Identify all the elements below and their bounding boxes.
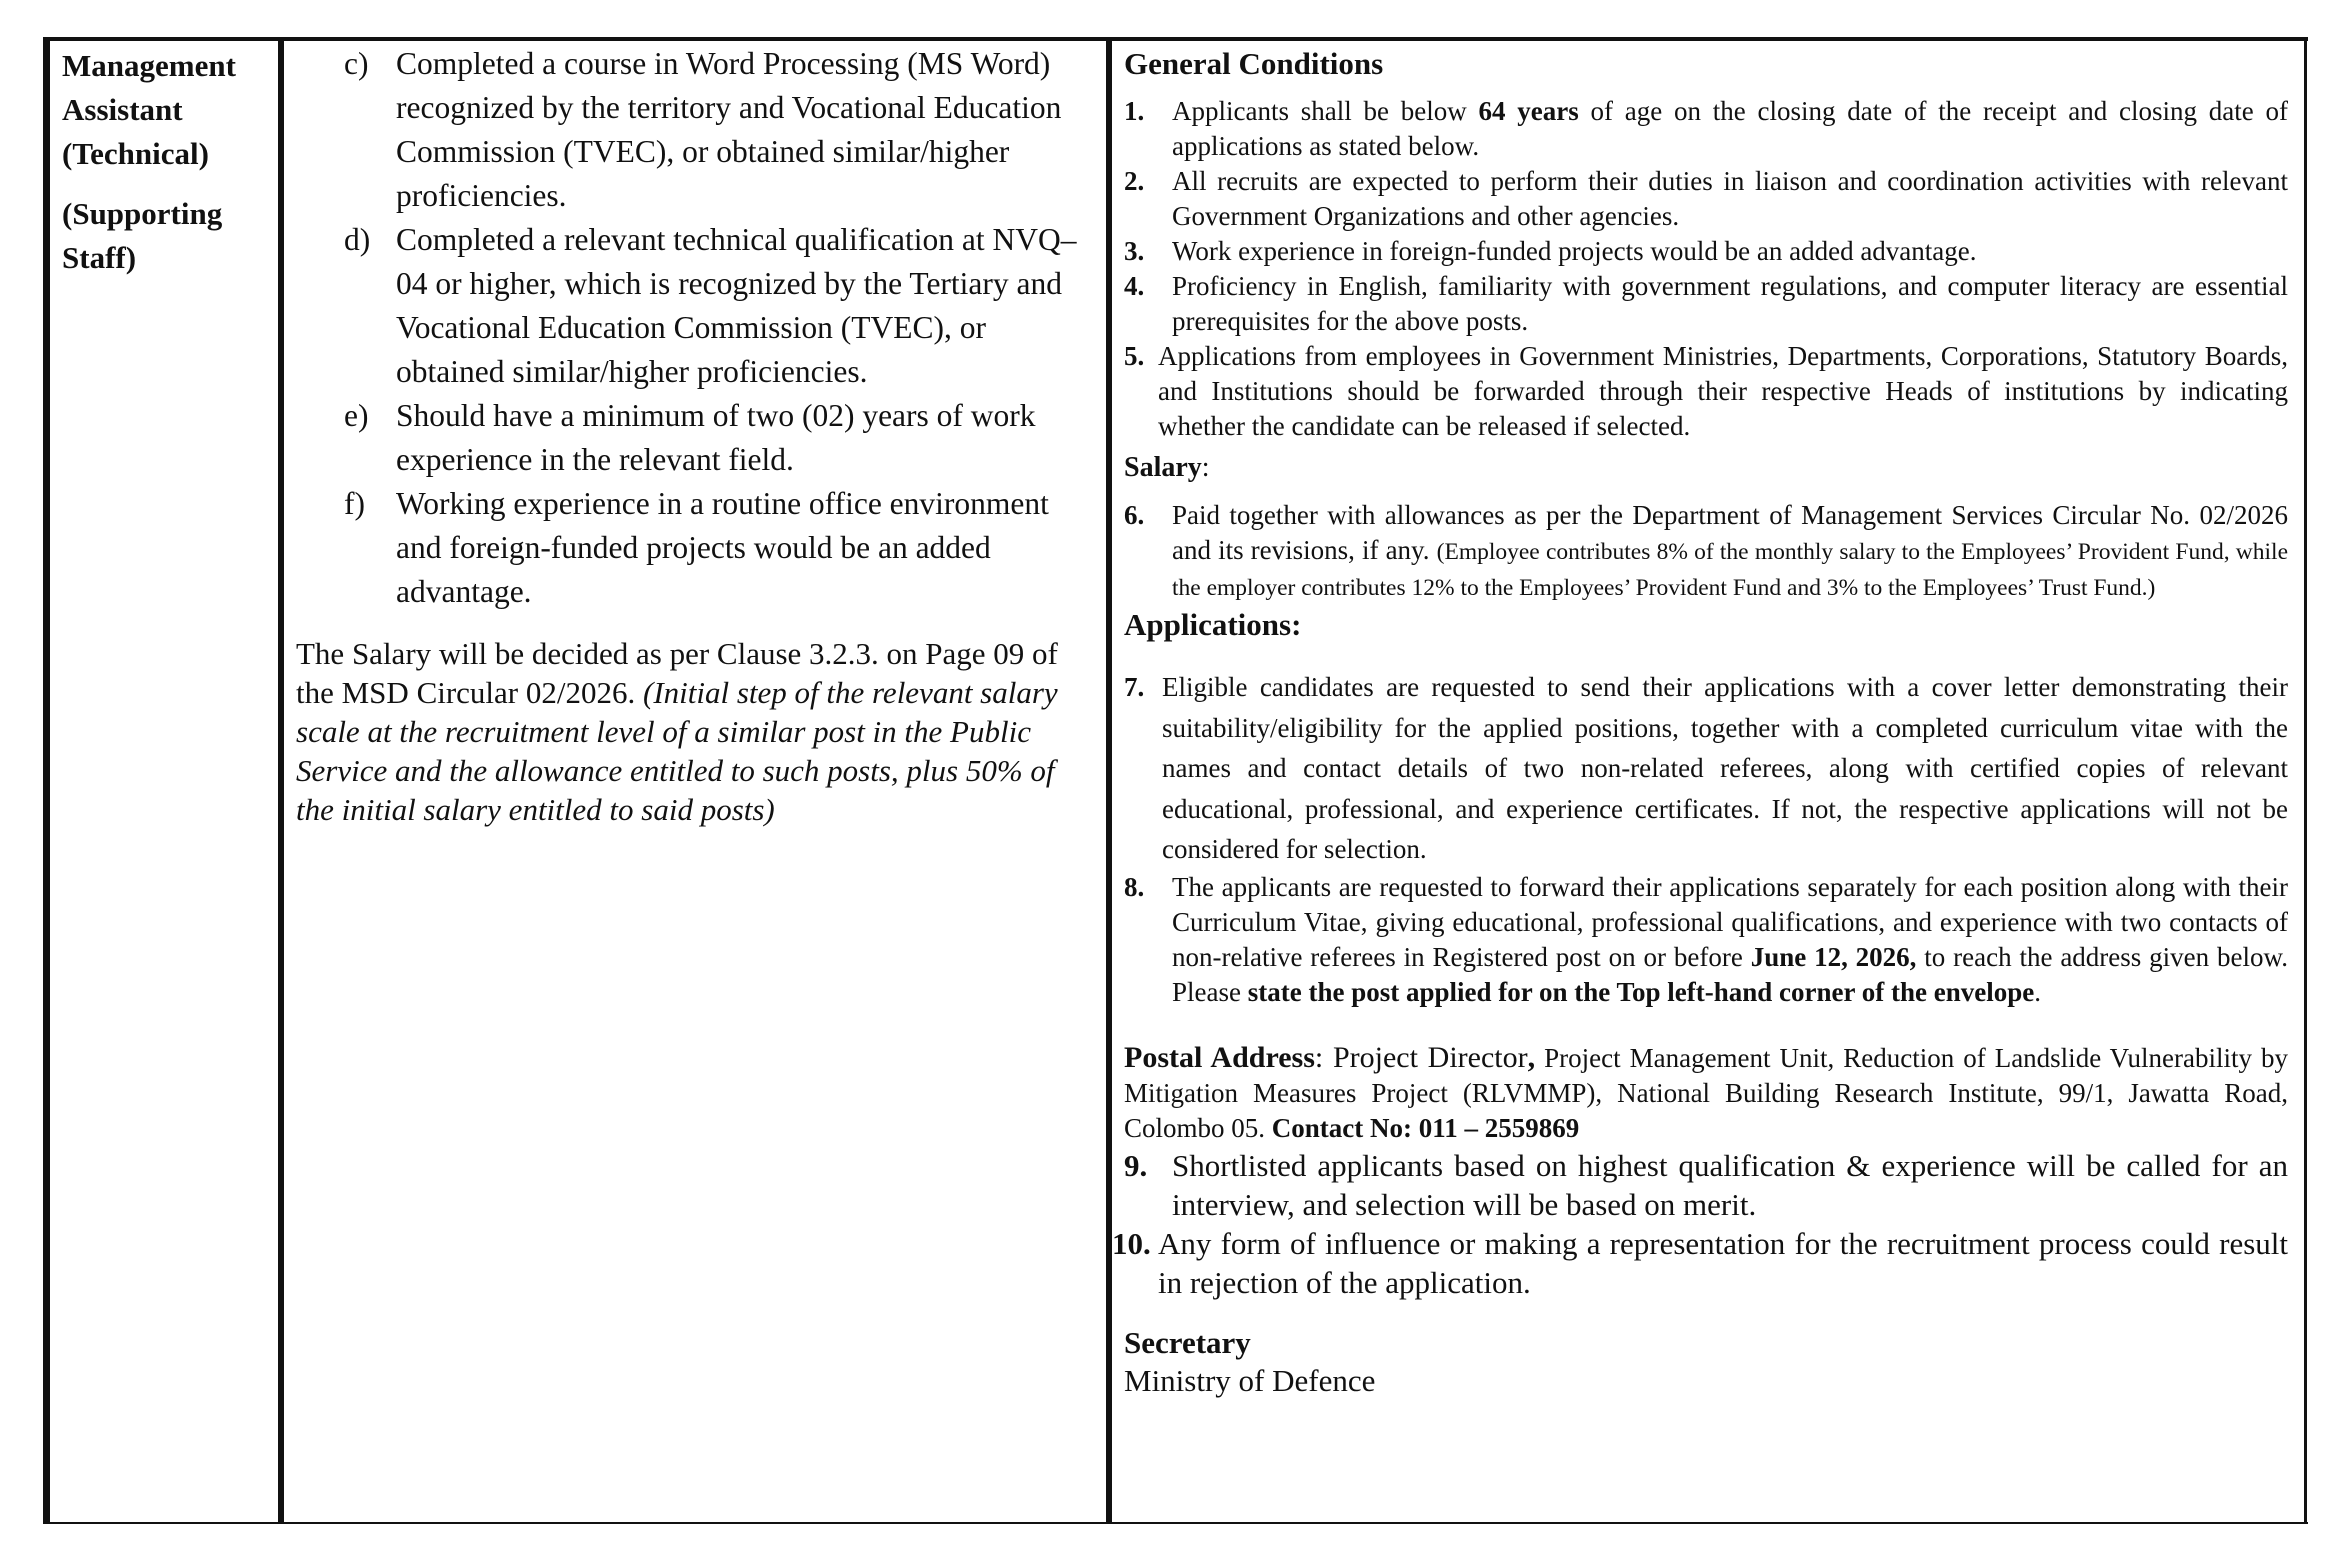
condition-text: Proficiency in English, familiarity with government regulations, and computer literacy are essential prerequisites for the above posts. [1172,271,2288,336]
condition-item-8 [1124,870,2288,1010]
qualification-item [296,394,1096,482]
qualification-label: e) [344,398,369,433]
condition-number: 5. [1124,341,1145,371]
condition-text: All recruits are expected to perform their duties in liaison and coordination activities with relevant Government Organizations and other agencies. [1172,166,2288,231]
condition-item-6 [1124,498,2288,605]
condition-number: 3. [1124,236,1145,266]
salary-heading [1124,448,2288,488]
condition-number: 1. [1124,96,1145,126]
qualification-label: d) [344,222,371,257]
salary-note [296,634,1096,829]
postal-label: Postal Address [1124,1040,1315,1074]
qualifications-cell [296,42,1096,829]
condition-item-7 [1124,667,2288,870]
salary-heading-text: Salary [1124,452,1202,483]
condition-number: 9. [1124,1147,1148,1183]
condition-text: Applicants shall be below [1172,96,1479,126]
qualification-label: c) [344,46,369,81]
condition-text: Shortlisted applicants based on highest qualification & experience will be called for an interview, and selection will be based on merit. [1172,1147,2288,1222]
salary-note-text: The Salary will be decided as per Clause 3.2.3. on Page 09 of the MSD Circular 02/2026. [296,636,1058,710]
qualification-item [296,42,1096,218]
condition-number: 6. [1124,500,1145,530]
final-list [1112,1146,2288,1302]
condition-item-9 [1124,1146,2288,1224]
postal-director: Project Director [1332,1040,1528,1074]
condition-small-text: (Employee contributes 8% of the monthly salary to the Employees’ Provident Fund, while the employer contributes 12% to the Employees’ Provident Fund and 3% to the Employees’ Trust Fund.) [1172,539,2288,601]
condition-text: to reach the address given below. Please [1172,941,2288,1007]
post-title-line: (Technical) [62,136,209,171]
column-divider-1 [278,37,284,1524]
condition-text: . [2034,976,2041,1007]
qualifications-list [296,42,1096,614]
condition-item-1 [1124,94,2288,164]
column-divider-2 [1106,37,1112,1524]
post-title-line: Management [62,48,236,83]
salary-heading-colon: : [1201,452,1210,483]
closing-date: June 12, 2026, [1750,941,1917,972]
post-title-cell [62,44,272,280]
qualification-item [296,482,1096,614]
table-border-top [43,37,2308,41]
condition-text: Any form of influence or making a representation for the recruitment process could result in rejection of the application. [1158,1225,2288,1300]
envelope-instruction: state the post applied for on the Top left-hand corner of the envelope [1247,976,2035,1007]
post-category-line: Staff) [62,240,137,275]
contact-number: Contact No: 011 – 2559869 [1271,1112,1580,1143]
condition-bold: 64 years [1478,96,1579,126]
qualification-label: f) [344,486,365,521]
condition-text: Work experience in foreign-funded projects would be an added advantage. [1172,236,1977,266]
salary-list [1124,498,2288,605]
applications-list [1124,667,2288,1010]
qualification-text: Completed a relevant technical qualification at NVQ–04 or higher, which is recognized by the Tertiary and Vocational Education Commission (TVEC), or obtained similar/higher proficiencies. [396,222,1077,389]
signatory-organization: Ministry of Defence [1124,1362,1376,1398]
postal-comma: , [1527,1040,1536,1074]
condition-item-3 [1124,234,2288,269]
qualification-text: Completed a course in Word Processing (MS Word) recognized by the territory and Vocational Education Commission (TVEC), or obtained similar/higher proficiencies. [396,46,1062,213]
condition-item-5 [1124,339,2288,444]
condition-text: The applicants are requested to forward their applications separately for each position along with their Curriculum Vitae, giving educational, professional qualifications, and experience with two contacts of non-relative referees in Registered post on or before [1172,871,2288,972]
condition-number: 2. [1124,166,1145,196]
salary-note-italic: (Initial step of the relevant salary scale at the recruitment level of a similar post in the Public Service and the allowance entitled to such posts, plus 50% of the initial salary entitled to said posts) [296,675,1058,827]
table-border-right [2304,37,2307,1524]
postal-address-text: Project Management Unit, Reduction of Landslide Vulnerability by Mitigation Measures Project (RLVMMP), National Building Research Institute, 99/1, Jawatta Road, Colombo 05. [1124,1042,2288,1143]
condition-number: 7. [1124,672,1145,702]
table-border-left [43,37,50,1524]
condition-number: 8. [1124,871,1145,902]
condition-number: 10. [1112,1225,1151,1261]
applications-heading: Applications: [1124,607,1302,642]
qualification-item [296,218,1096,394]
condition-text: Paid together with allowances as per the Department of Management Services Circular No. 02/2026 and its revisions, if any. [1172,500,2288,565]
condition-number: 4. [1124,271,1145,301]
condition-text: Applications from employees in Government Ministries, Departments, Corporations, Statutory Boards, and Institutions should be forwarded through their respective Heads of institutions by indicating whether the candidate can be released if selected. [1158,341,2288,441]
general-conditions-cell [1112,42,2288,1400]
qualification-text: Working experience in a routine office environment and foreign-funded projects would be an added advantage. [396,486,1049,609]
table-border-bottom [43,1522,2308,1524]
condition-item-2 [1124,164,2288,234]
signature-block [1124,1324,2288,1400]
condition-item-4 [1124,269,2288,339]
post-title-line: Assistant [62,92,183,127]
general-conditions-heading: General Conditions [1124,46,1384,81]
post-category-line: (Supporting [62,196,223,231]
signatory-title: Secretary [1124,1324,1251,1360]
conditions-list [1124,94,2288,444]
condition-text: of age on the closing date of the receipt and closing date of applications as stated below. [1172,96,2288,161]
postal-colon: : [1314,1040,1333,1074]
postal-address [1124,1040,2288,1146]
qualification-text: Should have a minimum of two (02) years of work experience in the relevant field. [396,398,1036,477]
condition-text: Eligible candidates are requested to send their applications with a cover letter demonstrating their suitability/eligibility for the applied positions, together with a completed curriculum vitae with the names and contact details of two non-related referees, along with certified copies of relevant educational, professional, and experience certificates. If not, the respective applications will not be considered for selection. [1162,672,2288,864]
condition-item-10 [1112,1224,2288,1302]
